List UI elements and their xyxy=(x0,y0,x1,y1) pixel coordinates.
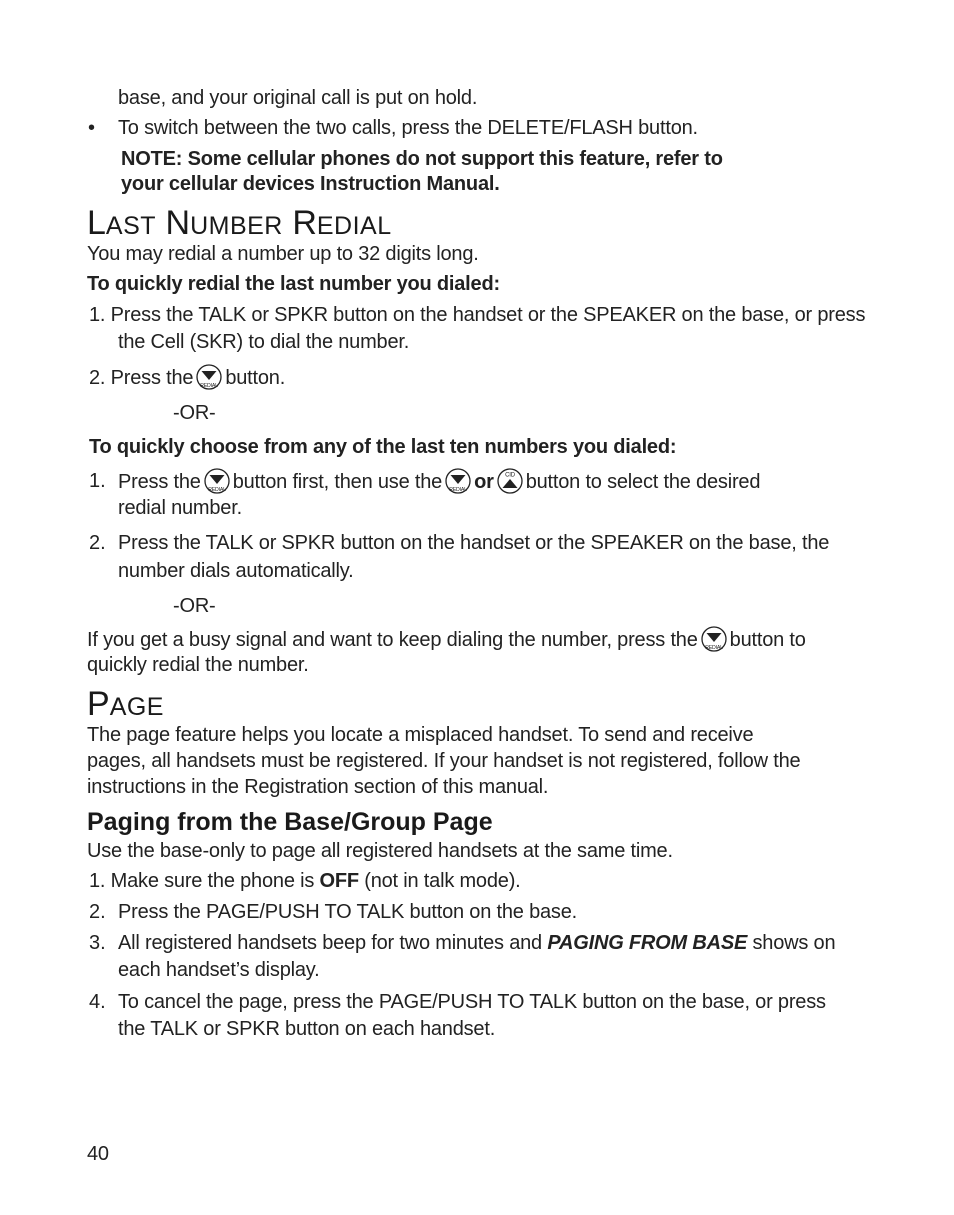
heading-word-3: REDIAL xyxy=(292,204,392,242)
page-desc-line-2: pages, all handsets must be registered. If your handset is not registered, follow the xyxy=(87,750,801,772)
busy-signal-line-2: quickly redial the number. xyxy=(87,654,309,676)
redial-icon xyxy=(204,468,230,494)
redial-subheading-2: To quickly choose from any of the last ten numbers you dialed: xyxy=(89,436,677,458)
choose-step-2-line-2: number dials automatically. xyxy=(118,560,354,582)
redial-icon xyxy=(701,626,727,652)
paging-step-2-number: 2. xyxy=(89,901,106,923)
choose-step-1-line-1: Press the button first, then use the or button to select the desired xyxy=(118,468,760,495)
intro-continuation: base, and your original call is put on hold. xyxy=(118,87,478,109)
paging-step-3-number: 3. xyxy=(89,932,106,954)
paging-step-2: Press the PAGE/PUSH TO TALK button on the base. xyxy=(118,901,577,923)
paging-description: Use the base-only to page all registered handsets at the same time. xyxy=(87,840,673,862)
page-number: 40 xyxy=(87,1143,109,1165)
page-desc-line-1: The page feature helps you locate a misplaced handset. To send and receive xyxy=(87,724,754,746)
note-line-2: your cellular devices Instruction Manual. xyxy=(121,173,500,195)
redial-description: You may redial a number up to 32 digits long. xyxy=(87,243,479,265)
paging-step-3-line-2: each handset’s display. xyxy=(118,959,320,981)
redial-step-1-line-1: 1. Press the TALK or SPKR button on the handset or the SPEAKER on the base, or press xyxy=(89,304,866,326)
heading-word-2: NUMBER xyxy=(165,204,283,242)
busy-signal-line-1: If you get a busy signal and want to keep dialing the number, press the button to xyxy=(87,626,806,653)
or-divider-2: -OR- xyxy=(173,595,216,617)
note-line-1: NOTE: Some cellular phones do not support this feature, refer to xyxy=(121,148,723,170)
choose-step-1-number: 1. xyxy=(89,470,106,492)
choose-step-2-number: 2. xyxy=(89,532,106,554)
paging-step-3-line-1: All registered handsets beep for two minutes and PAGING FROM BASE shows on xyxy=(118,932,836,954)
redial-subheading-1: To quickly redial the last number you dialed: xyxy=(87,273,500,295)
paging-subheading: Paging from the Base/Group Page xyxy=(87,808,493,836)
redial-icon xyxy=(196,364,222,390)
cid-icon xyxy=(497,468,523,494)
or-divider-1: -OR- xyxy=(173,402,216,424)
bullet-text: To switch between the two calls, press the DELETE/FLASH button. xyxy=(118,117,698,139)
redial-step-1-line-2: the Cell (SKR) to dial the number. xyxy=(118,331,410,353)
page-heading: PAGE xyxy=(87,685,164,723)
paging-step-4-number: 4. xyxy=(89,991,106,1013)
last-number-redial-heading xyxy=(87,204,392,245)
paging-step-4-line-1: To cancel the page, press the PAGE/PUSH TO TALK button on the base, or press xyxy=(118,991,826,1013)
bullet-marker: • xyxy=(88,117,95,139)
paging-step-1: 1. Make sure the phone is OFF (not in talk mode). xyxy=(89,870,521,892)
heading-word-1: LAST xyxy=(87,204,157,242)
page-desc-line-3: instructions in the Registration section of this manual. xyxy=(87,776,549,798)
redial-step-2: 2. Press the button. xyxy=(89,364,285,391)
redial-icon xyxy=(445,468,471,494)
paging-step-4-line-2: the TALK or SPKR button on each handset. xyxy=(118,1018,496,1040)
choose-step-1-line-2: redial number. xyxy=(118,497,242,519)
choose-step-2-line-1: Press the TALK or SPKR button on the handset or the SPEAKER on the base, the xyxy=(118,532,830,554)
